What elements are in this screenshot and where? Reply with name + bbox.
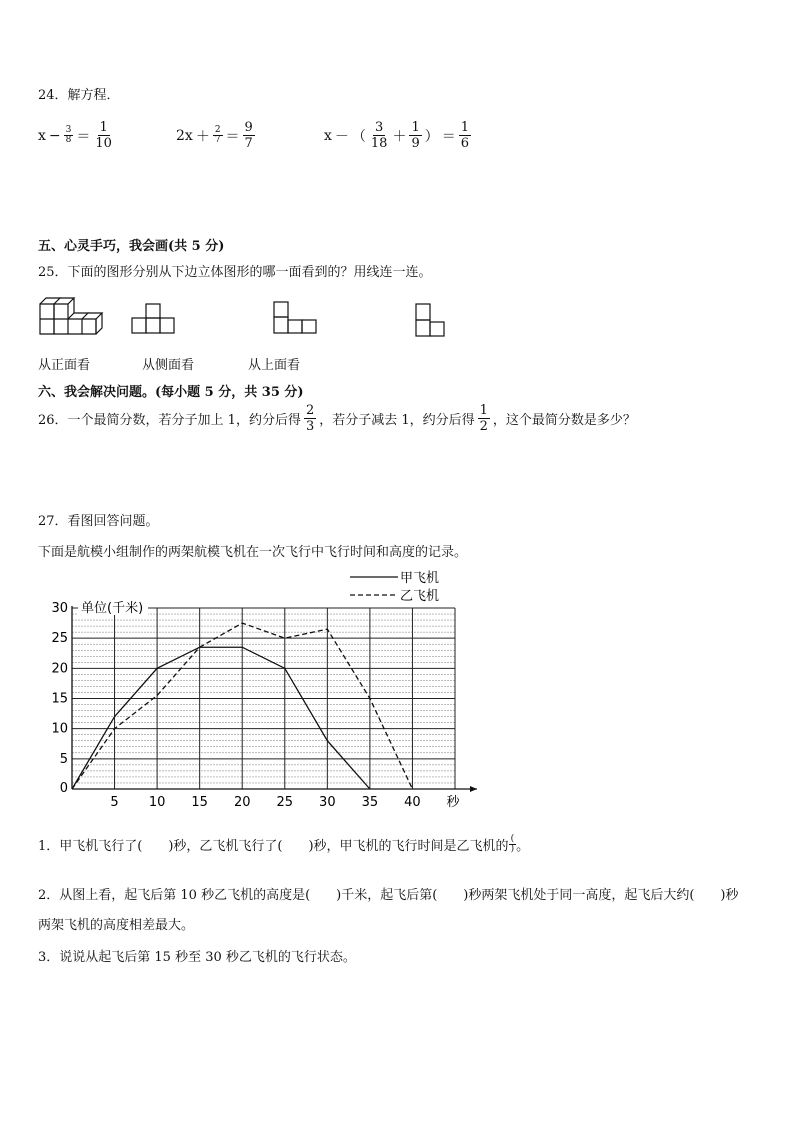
- eq2-fa-num: 2: [214, 125, 221, 135]
- flight-altitude-chart: [30, 565, 490, 815]
- x-axis-label: 秒: [446, 795, 460, 810]
- eq1-fb-num: 1: [99, 120, 108, 135]
- q27-sub1-fraction: [509, 835, 517, 854]
- q26-f2-den: 2: [479, 419, 488, 434]
- q25-text: 25．下面的图形分别从下边立体图形的哪一面看到的？用线连一连。: [38, 265, 432, 280]
- eq1-equals: ＝: [76, 128, 91, 145]
- eq1-fraction-b: [93, 120, 114, 151]
- q27-sub2-line2: 两架飞机的高度相差最大。: [38, 918, 195, 933]
- eq2-fb-den: 7: [244, 136, 253, 151]
- y-tick-label: 20: [51, 661, 68, 677]
- q25-label-top: 从上面看: [248, 358, 301, 373]
- x-tick-label: 20: [233, 795, 251, 810]
- y-tick-label: 30: [51, 601, 68, 616]
- legend-label-1: 甲飞机: [400, 571, 440, 586]
- eq3-fa-den: 18: [370, 136, 388, 151]
- eq3-fc-den: 6: [460, 136, 470, 151]
- q26-fraction-2: [478, 403, 490, 434]
- eq1-minus: −: [48, 127, 61, 144]
- q26-f1-num: 2: [305, 403, 315, 418]
- q27-sub3: 3．说说从起飞后第 15 秒至 30 秒乙飞机的飞行状态。: [38, 950, 356, 965]
- view-figure-3: [416, 304, 444, 336]
- q24-title: 24．解方程．: [38, 88, 120, 103]
- x-tick-label: 5: [110, 795, 119, 810]
- eq2-fa-den: 7: [214, 135, 221, 145]
- eq3-fa-num: 3: [375, 120, 384, 135]
- y-tick-label: 10: [51, 721, 68, 737]
- eq3-fb-num: 1: [411, 120, 420, 135]
- eq3-equals: ＝: [441, 128, 456, 145]
- eq3-fraction-a: [369, 120, 390, 151]
- q27-sub1-f-den: ): [510, 844, 515, 854]
- x-tick-label: 40: [404, 795, 421, 810]
- q26-fraction-1: [304, 403, 316, 434]
- eq3-rparen: ）: [424, 128, 439, 145]
- x-tick-label: 25: [276, 795, 294, 810]
- x-axis-arrow: [470, 786, 477, 792]
- section5-heading: 五、心灵手巧，我会画(共 5 分): [38, 239, 225, 254]
- eq3-fraction-b: [409, 120, 421, 151]
- q26-part2: ，若分子减去 1，约分后得: [319, 413, 475, 428]
- eq2-fb-num: 9: [244, 120, 253, 135]
- x-tick-label: 30: [319, 795, 336, 810]
- x-tick-label: 15: [191, 795, 208, 810]
- eq2-equals: ＝: [225, 128, 240, 145]
- eq1-fa-num: 3: [65, 125, 72, 135]
- y-tick-label: 15: [51, 691, 68, 707]
- q27-sub2-line1: 2．从图上看，起飞后第 10 秒乙飞机的高度是( )千米，起飞后第( )秒两架飞机处于同一高度，起飞后大约( )秒: [38, 888, 739, 903]
- eq3-fraction-c: [459, 120, 471, 151]
- q27-sub1-f-num: (: [510, 834, 515, 844]
- eq1-fa-den: 8: [65, 135, 72, 145]
- eq3-fc-num: 1: [460, 120, 470, 135]
- eq2-fraction-a: [213, 126, 223, 145]
- q25-label-side: 从侧面看: [142, 358, 195, 373]
- cube-stack-figure: [40, 298, 102, 334]
- q27-sub1: [38, 835, 529, 854]
- q27-title: 27．看图回答问题。: [38, 514, 159, 529]
- view-figure-2: [274, 302, 316, 333]
- eq1-x: x: [38, 127, 46, 144]
- section6-heading: 六、我会解决问题。(每小题 5 分，共 35 分): [38, 385, 304, 400]
- eq2-fraction-b: [243, 120, 255, 151]
- y-axis-label: 单位(千米): [81, 601, 144, 616]
- eq1-fraction-a: [64, 126, 74, 145]
- eq3-plus: ＋: [392, 128, 407, 145]
- q25-label-front: 从正面看: [38, 358, 91, 373]
- x-tick-label: 35: [361, 795, 379, 810]
- eq3-lparen: （: [351, 128, 366, 145]
- q25-figures: [36, 290, 456, 340]
- origin-label: 0: [59, 781, 68, 796]
- q26-text: [38, 403, 636, 434]
- x-tick-label: 10: [148, 795, 166, 810]
- q26-f2-num: 1: [479, 403, 488, 418]
- legend-label-2: 乙飞机: [400, 589, 440, 604]
- q26-part3: ，这个最简分数是多少？: [492, 413, 636, 428]
- q27-intro: 下面是航模小组制作的两架航模飞机在一次飞行中飞行时间和高度的记录。: [38, 545, 468, 560]
- eq3-fb-den: 9: [411, 136, 420, 151]
- view-figure-1: [132, 304, 174, 333]
- equation-2: [176, 120, 255, 151]
- eq3-x: x: [324, 127, 332, 144]
- chart-grid: [72, 608, 455, 789]
- eq2-plus: ＋: [195, 128, 210, 145]
- chart-legend: [350, 570, 439, 604]
- q26-part1: 26．一个最简分数，若分子加上 1，约分后得: [38, 413, 301, 428]
- equation-3: [324, 120, 471, 151]
- equation-1: [38, 120, 114, 151]
- q26-f1-den: 3: [305, 419, 315, 434]
- q27-sub1-text: 1．甲飞机飞行了( )秒，乙飞机飞行了( )秒，甲飞机的飞行时间是乙飞机的: [38, 839, 509, 854]
- q27-sub1-end: 。: [516, 839, 530, 854]
- eq2-x: 2x: [176, 127, 193, 144]
- eq1-fb-den: 10: [95, 136, 112, 151]
- eq3-minus: －: [334, 128, 349, 145]
- y-tick-label: 25: [51, 631, 68, 647]
- y-tick-label: 5: [59, 751, 68, 767]
